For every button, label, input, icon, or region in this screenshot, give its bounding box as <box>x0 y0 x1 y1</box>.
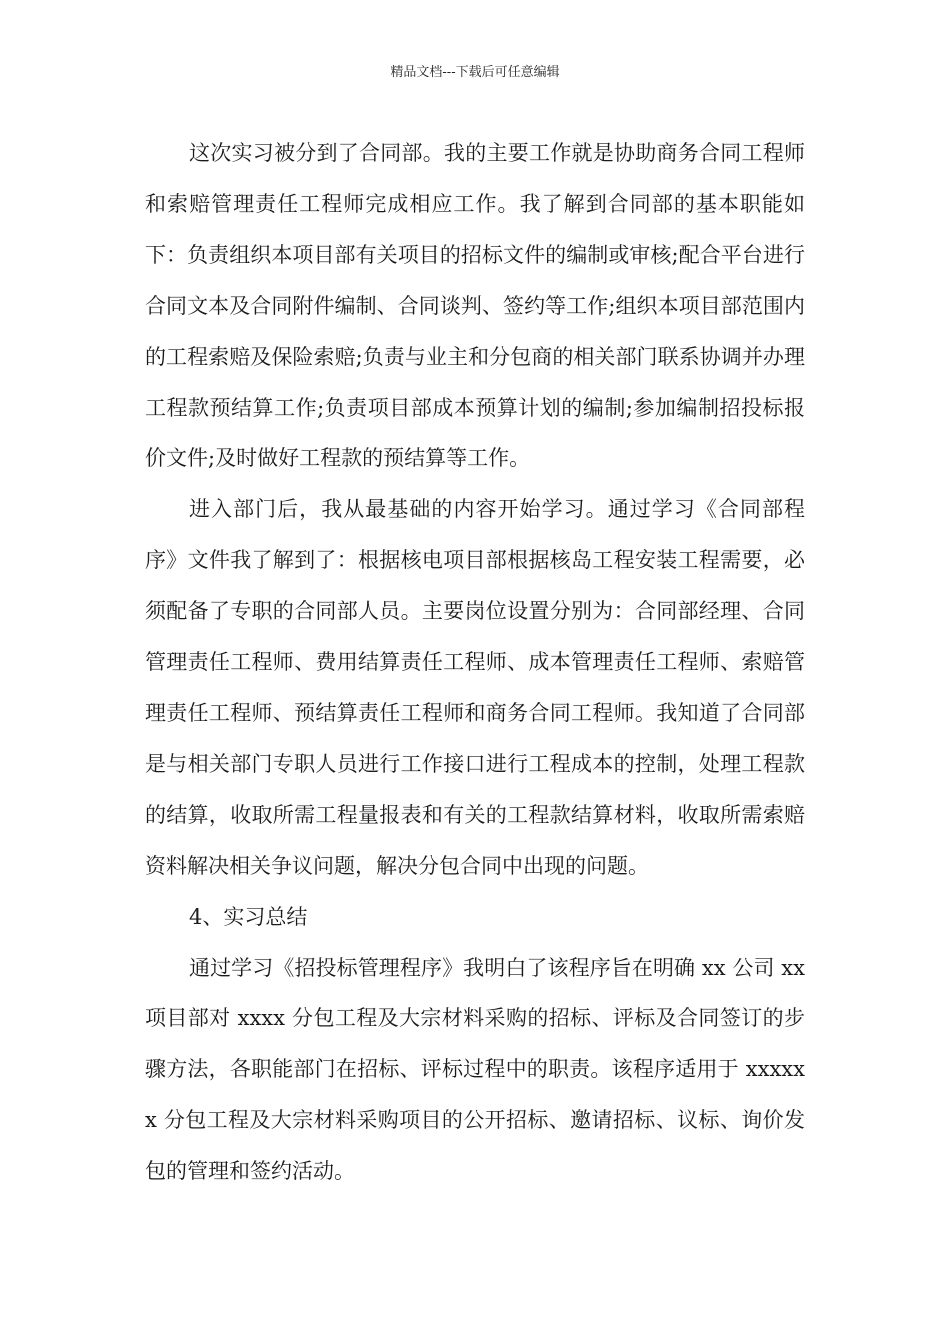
document-body <box>145 128 805 1197</box>
page-header: 精品文档---下载后可任意编辑 <box>390 65 560 80</box>
paragraph-contract-department: 这次实习被分到了合同部。我的主要工作就是协助商务合同工程师和索赔管理责任工程师完成相应工作。我了解到合同部的基本职能如下：负责组织本项目部有关项目的招标文件的编制或审核;配合平台进行合同文本及合同附件编制、合同谈判、签约等工作;组织本项目部范围内的工程索赔及保险索赔;负责与业主和分包商的相关部门联系协调并办理工程款预结算工作;负责项目部成本预算计划的编制;参加编制招投标报价文件;及时做好工程款的预结算等工作。 <box>145 141 805 471</box>
section-heading-internship-summary: 4、实习总结 <box>189 904 308 929</box>
paragraph-bidding-procedure: 通过学习《招投标管理程序》我明白了该程序旨在明确 xx 公司 xx 项目部对 xxxx 分包工程及大宗材料采购的招标、评标及合同签订的步骤方法，各职能部门在招标、评标过程中的职责。该程序适用于 xxxxxx 分包工程及大宗材料采购项目的公开招标、邀请招标、议标、询价发包的管理和签约活动。 <box>145 955 805 1184</box>
paragraph-learning-process: 进入部门后，我从最基础的内容开始学习。通过学习《合同部程序》文件我了解到了：根据核电项目部根据核岛工程安装工程需要，必须配备了专职的合同部人员。主要岗位设置分别为：合同部经理、合同管理责任工程师、费用结算责任工程师、成本管理责任工程师、索赔管理责任工程师、预结算责任工程师和商务合同工程师。我知道了合同部是与相关部门专职人员进行工作接口进行工程成本的控制，处理工程款的结算，收取所需工程量报表和有关的工程款结算材料，收取所需索赔资料解决相关争议问题，解决分包合同中出现的问题。 <box>145 497 805 878</box>
